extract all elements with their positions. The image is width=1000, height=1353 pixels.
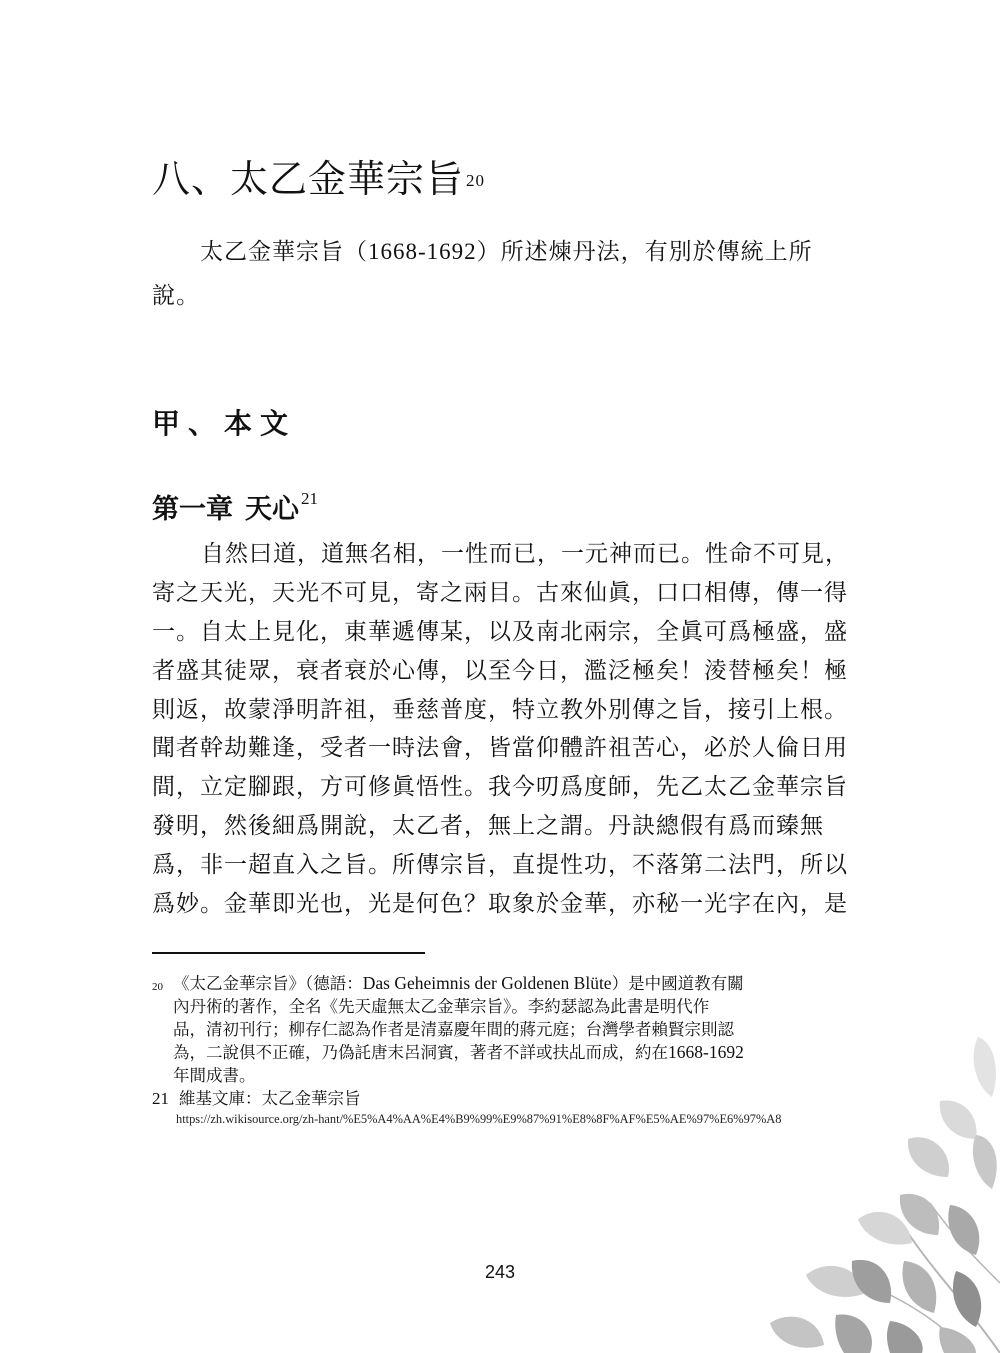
intro-paragraph — [152, 230, 882, 318]
footnote-text: 《太乙金華宗旨》（德語： — [173, 974, 363, 993]
body-line: 爲妙。金華即光也，光是何色？取象於金華，亦秘一光字在內，是 — [152, 891, 848, 918]
body-line: 聞者幹劫難逢，受者一時法會，皆當仰體許祖苦心，必於人倫日用 — [152, 735, 848, 762]
footnote-mark-21: 21 — [152, 1089, 169, 1108]
footnote-mark-20: 20 — [152, 981, 163, 993]
footnote-line: 年間成書。 — [173, 1066, 256, 1085]
intro-text-a: 太乙金華宗旨（ — [200, 239, 368, 265]
intro-years: 1668-1692 — [368, 239, 477, 264]
page-title-text: 八、太乙金華宗旨 — [152, 157, 465, 202]
footnote-line: 維基文庫：太乙金華宗旨 — [179, 1089, 361, 1108]
footnote-line: 內丹術的著作，全名《先天虛無太乙金華宗旨》。李約瑟認為此書是明代作 — [173, 997, 710, 1016]
intro-line-2: 說。 — [152, 283, 200, 309]
footnote-line: 品，清初刊行；柳存仁認為作者是清嘉慶年間的蔣元庭；台灣學者賴賢宗則認 — [173, 1020, 734, 1039]
footnote-line — [152, 972, 892, 995]
intro-line-1 — [152, 230, 882, 274]
section-heading: 甲、本文 — [152, 407, 297, 441]
chapter-heading — [152, 487, 318, 526]
body-line: 爲，非一超直入之旨。所傳宗旨，直提性功，不落第二法門，所以 — [152, 852, 848, 879]
footnote-line — [152, 1041, 892, 1064]
footnote-20 — [152, 972, 892, 1087]
chapter-body — [152, 535, 887, 924]
chapter-label: 第一章 — [152, 494, 233, 525]
body-line: 一。自太上見化，東華遞傳某，以及南北兩宗，全眞可爲極盛，盛 — [152, 618, 848, 645]
body-line: 發明，然後細爲開說，太乙者，無上之謂。丹訣總假有爲而臻無 — [152, 813, 824, 840]
footnote-ref-20[interactable]: 20 — [466, 171, 486, 191]
footnotes — [152, 972, 892, 1128]
body-line: 者盛其徒眾，衰者衰於心傳，以至今日，濫泛極矣！淩替極矣！極 — [152, 657, 848, 684]
page-number: 243 — [484, 1262, 516, 1282]
page-title — [152, 155, 485, 203]
body-line: 寄之天光，天光不可見，寄之兩目。古來仙眞，口口相傳，傳一得 — [152, 579, 848, 606]
footnote-german-title: Das Geheimnis der Goldenen Blüte — [362, 973, 612, 993]
footnote-ref-21[interactable]: 21 — [301, 489, 318, 508]
footnote-url-link[interactable]: https://zh.wikisource.org/zh-hant/%E5%A4%AA%E4%B9%99%E9%87%91%E8%8F%AF%E5%AE%97%E6%97%A8 — [176, 1112, 782, 1126]
footnote-21 — [152, 1087, 892, 1128]
footnote-years: 1668-1692 — [668, 1042, 744, 1062]
intro-text-c: ）所述煉丹法，有別於傳統上所 — [476, 239, 813, 265]
body-line: 自然曰道，道無名相，一性而已，一元神而已。性命不可見， — [201, 541, 849, 567]
chapter-name: 天心 — [245, 494, 299, 525]
footnote-text: 為，二說俱不正確，乃偽託唐末呂洞賓，著者不詳或扶乩而成，約在 — [173, 1043, 668, 1062]
footnote-divider — [152, 952, 425, 954]
footnote-text: ）是中國道教有關 — [611, 974, 744, 993]
body-line: 間，立定腳跟，方可修眞悟性。我今叨爲度師，先乙太乙金華宗旨 — [152, 774, 848, 801]
body-line: 則返，故蒙淨明許祖，垂慈普度，特立教外別傳之旨，接引上根。 — [152, 696, 848, 723]
